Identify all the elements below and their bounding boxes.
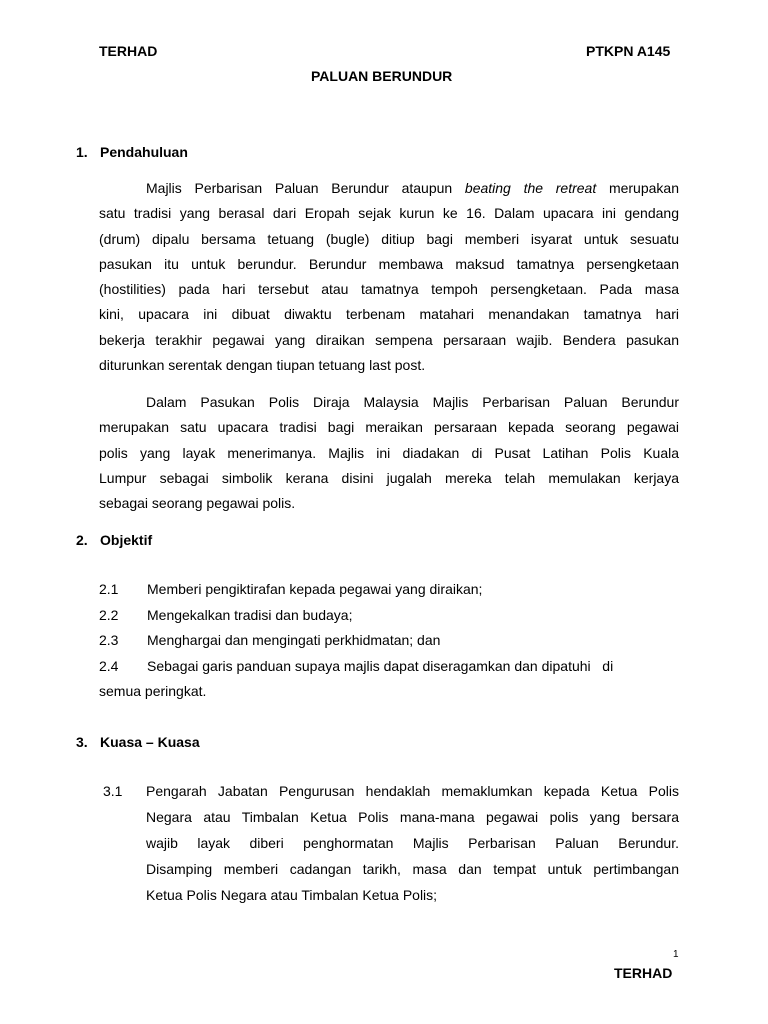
section-3-heading [76, 734, 200, 750]
paragraph-line: diturunkan serentak dengan tiupan tetuang last post. [99, 357, 426, 374]
list-item [99, 632, 440, 648]
list-item-continuation: semua peringkat. [99, 683, 207, 699]
list-item [99, 658, 613, 674]
document-code: PTKPN A145 [586, 43, 671, 59]
section-number: 1. [76, 144, 88, 160]
paragraph-line: Disamping memberi cadangan tarikh, masa dan tempat untuk pertimbangan [146, 861, 679, 877]
section-number: 3. [76, 734, 88, 750]
section-number: 2. [76, 532, 88, 548]
paragraph-line: sebagai seorang pegawai polis. [99, 495, 296, 512]
section-title: Kuasa – Kuasa [100, 734, 200, 750]
classification-footer: TERHAD [614, 965, 673, 981]
classification-header: TERHAD [99, 43, 158, 59]
item-text: Menghargai dan mengingati perkhidmatan; dan [147, 632, 441, 648]
page-title: PALUAN BERUNDUR [311, 68, 453, 84]
paragraph-line: Majlis Perbarisan Paluan Berundur ataupun beating the retreat merupakan [146, 180, 679, 196]
paragraph-pendahuluan-1 [99, 176, 679, 378]
item-number: 2.4 [99, 658, 119, 674]
paragraph-line: (drum) dipalu bersama tetuang (bugle) ditiup bagi memberi isyarat untuk sesuatu [99, 230, 679, 247]
paragraph-pendahuluan-2 [99, 390, 679, 516]
item-text: Sebagai garis panduan supaya majlis dapat diseragamkan dan dipatuhi di [147, 658, 614, 674]
paragraph-line: Pengarah Jabatan Pengurusan hendaklah memaklumkan kepada Ketua Polis [146, 783, 679, 799]
item-number: 2.1 [99, 581, 119, 597]
section-title: Pendahuluan [100, 144, 188, 160]
paragraph-line: pasukan itu untuk berundur. Berundur membawa maksud tamatnya persengketaan [99, 255, 679, 272]
list-item [99, 581, 482, 597]
item-text: Mengekalkan tradisi dan budaya; [147, 607, 353, 623]
paragraph-line: satu tradisi yang berasal dari Eropah sejak kurun ke 16. Dalam upacara ini gendang [99, 205, 679, 222]
paragraph-kuasa-3-1 [146, 778, 679, 908]
paragraph-line: (hostilities) pada hari tersebut atau tamatnya tempoh persengketaan. Pada masa [99, 281, 679, 298]
item-number: 3.1 [103, 783, 123, 799]
paragraph-line: merupakan satu upacara tradisi bagi meraikan persaraan kepada seorang pegawai [99, 419, 679, 436]
paragraph-line: Lumpur sebagai simbolik kerana disini jugalah mereka telah memulakan kerjaya [99, 469, 679, 486]
item-text: Memberi pengiktirafan kepada pegawai yang diraikan; [147, 581, 483, 597]
paragraph-line: Dalam Pasukan Polis Diraja Malaysia Majlis Perbarisan Paluan Berundur [146, 394, 679, 410]
paragraph-line: polis yang layak menerimanya. Majlis ini diadakan di Pusat Latihan Polis Kuala [99, 444, 679, 461]
item-number: 2.3 [99, 632, 119, 648]
paragraph-line: Negara atau Timbalan Ketua Polis mana-mana pegawai polis yang bersara [146, 809, 679, 825]
paragraph-line: wajib layak diberi penghormatan Majlis Perbarisan Paluan Berundur. [146, 835, 679, 851]
list-item [99, 607, 352, 623]
section-1-heading [76, 144, 188, 160]
paragraph-line: Ketua Polis Negara atau Timbalan Ketua Polis; [146, 887, 438, 903]
paragraph-line: kini, upacara ini dibuat diwaktu terbenam matahari menandakan tamatnya hari [99, 306, 679, 323]
paragraph-line: bekerja terakhir pegawai yang diraikan sempena persaraan wajib. Bendera pasukan [99, 331, 679, 348]
section-2-heading [76, 532, 152, 548]
emphasis-text: beating the retreat [464, 180, 597, 196]
section-title: Objektif [100, 532, 153, 548]
item-number: 2.2 [99, 607, 119, 623]
page-number: 1 [673, 949, 679, 960]
